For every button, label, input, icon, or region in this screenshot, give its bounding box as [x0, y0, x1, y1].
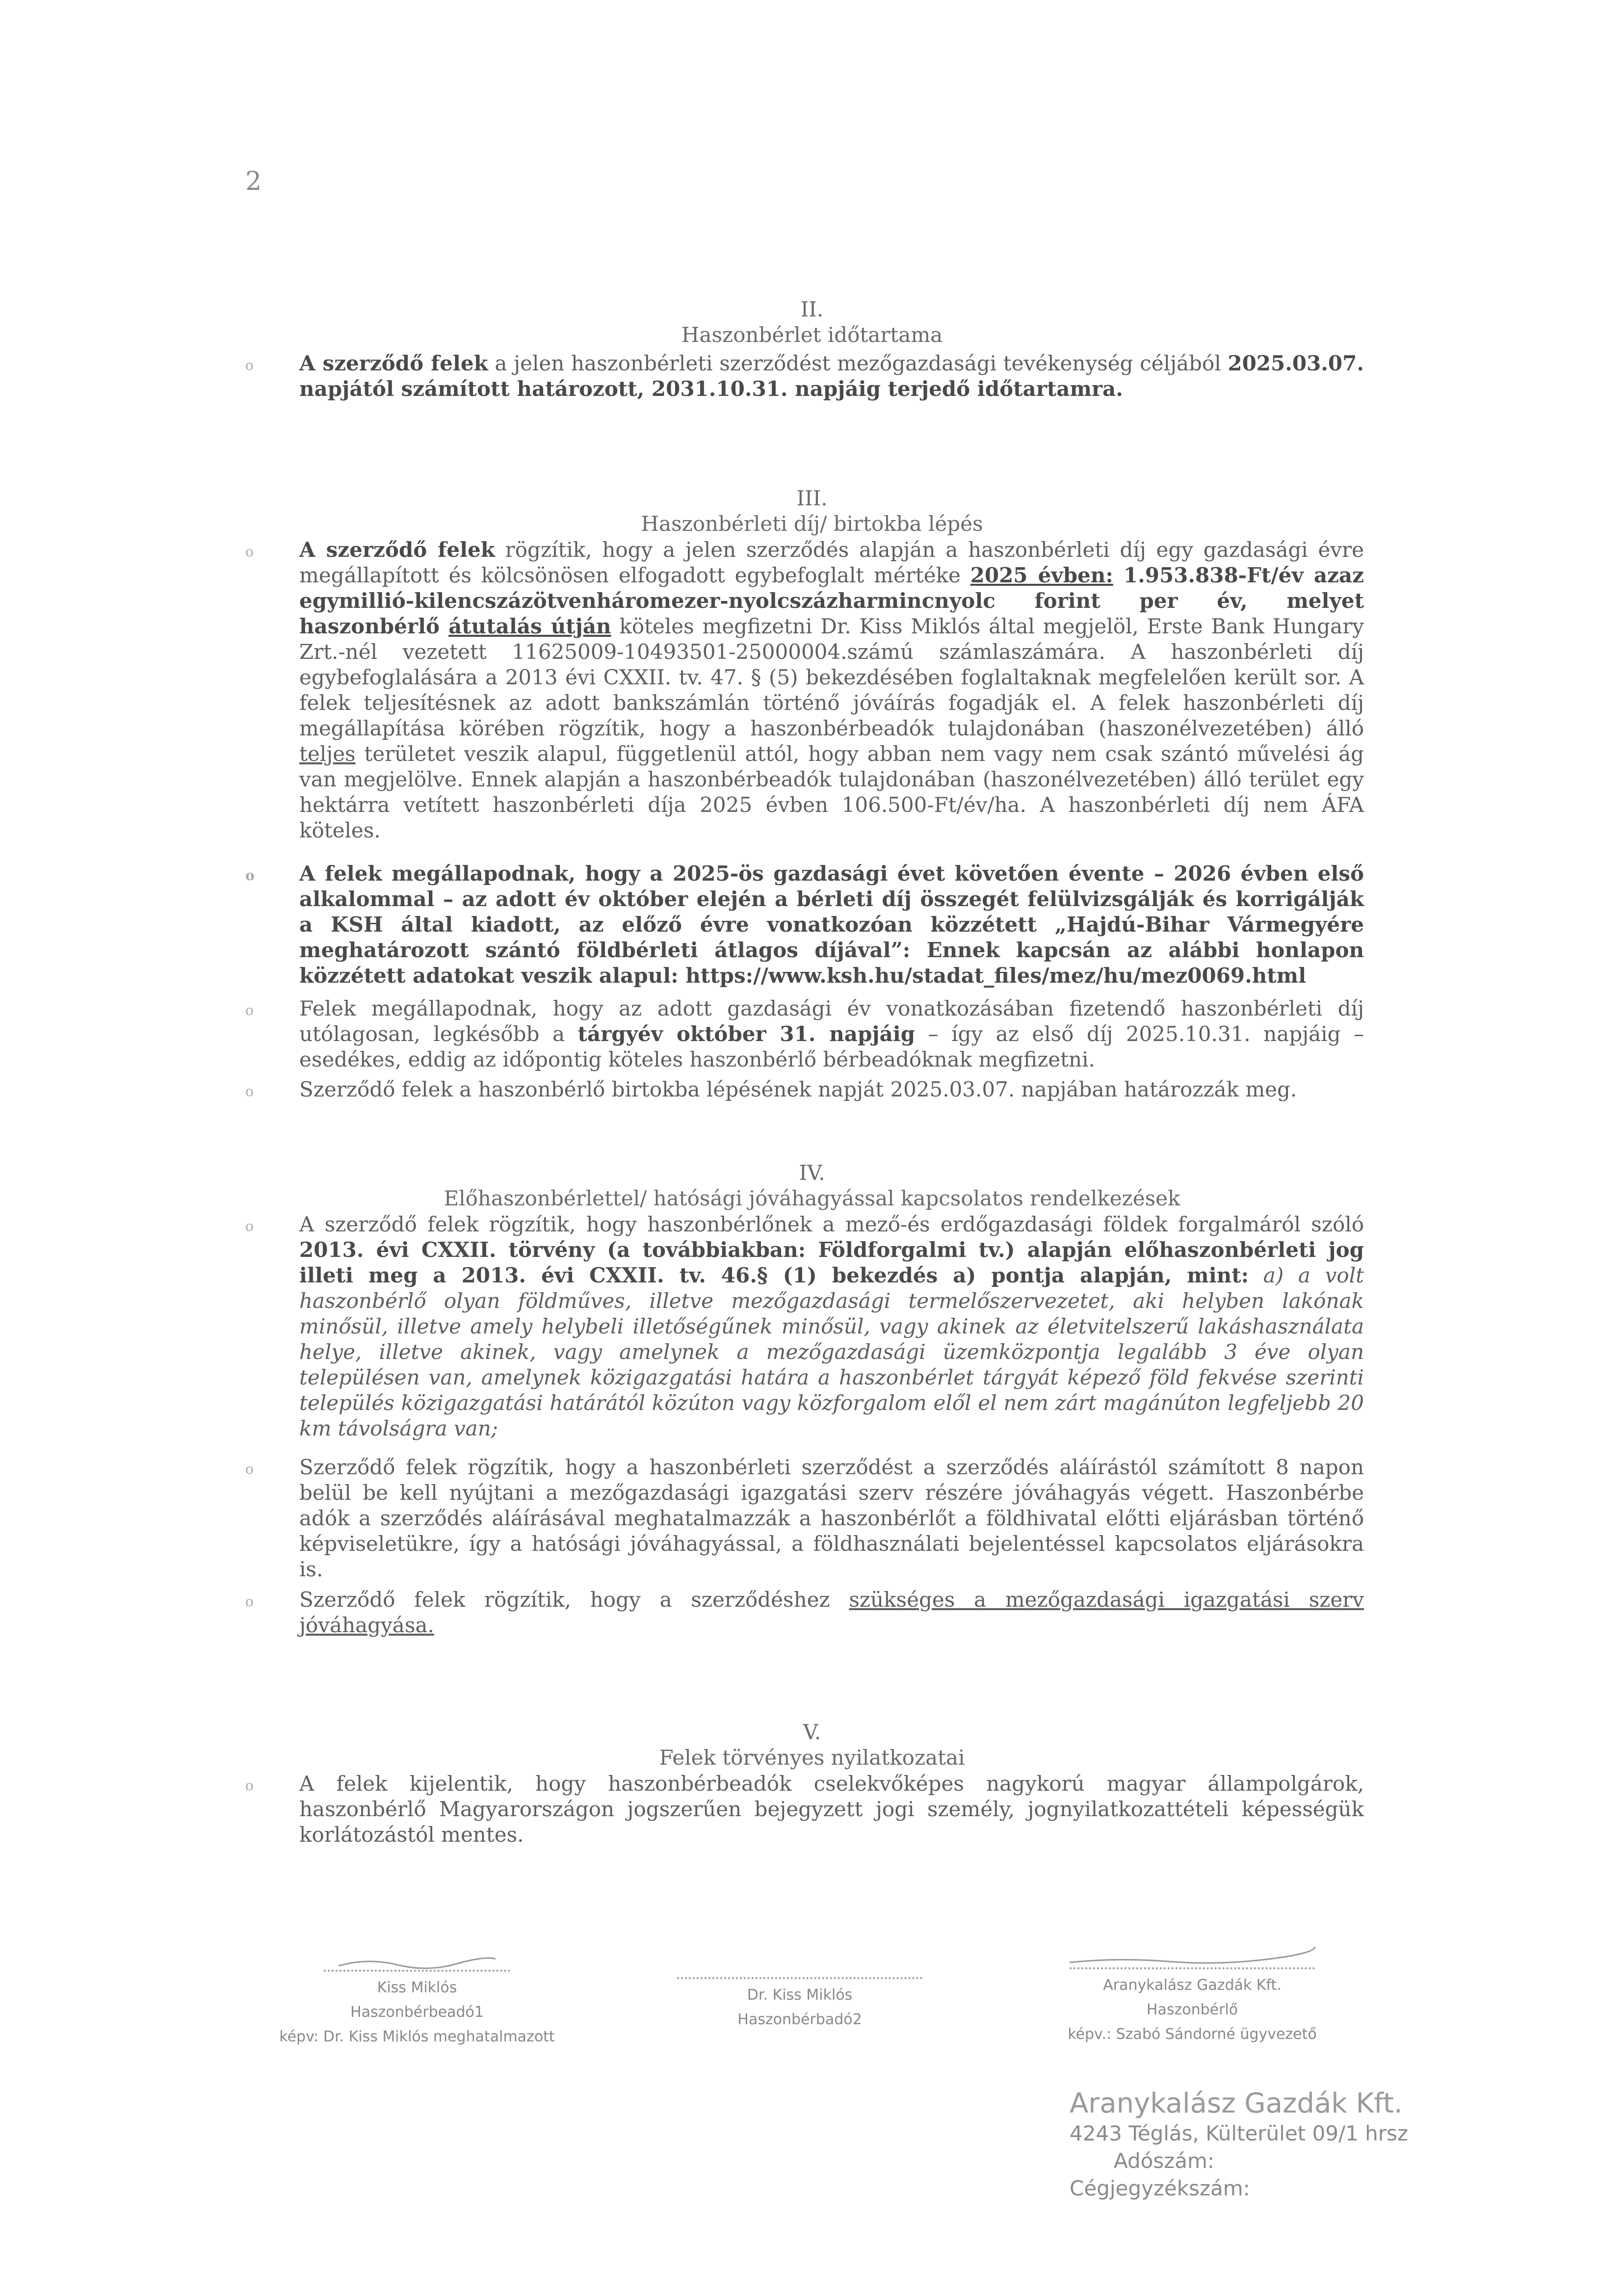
signature-line — [677, 1977, 922, 1979]
section-3-paragraph-4 — [245, 1077, 1364, 1102]
text-bold: 2013. évi CXXII. törvény (a továbbiakban: Földforgalmi tv.) alapján előhaszonbérleti jog illeti meg a 2013. évi CXXII. tv. 46.§ (1) bekezdés a) pontja alapján, mint: — [299, 1238, 1364, 1287]
text-run: rögzítik, hogy a jelen szerződés alapján a haszonbérleti díj egy gazdasági évre megállapított és kölcsönösen elfogadott egybefoglalt mértéke — [299, 538, 1364, 587]
text-bold-underline: 2025 évben: — [970, 563, 1113, 587]
section-2-number: II. — [800, 297, 824, 321]
section-3-title: Haszonbérleti díj/ birtokba lépés — [641, 512, 983, 536]
section-3-paragraph-3 — [245, 996, 1364, 1072]
section-4-number: IV. — [799, 1161, 825, 1185]
section-5-paragraph-1 — [245, 1771, 1364, 1848]
text-run: köteles megfizetni Dr. Kiss Miklós által megjelöl, Erste Bank Hungary Zrt.-nél vezetett 11625009-10493501-25000004.számú számlaszámára. A haszonbérleti díj egybefoglalására a 2013 évi CXXII. tv. 47. § (5) bekezdésében foglaltaknak megfelelően került sor. A felek teljesítésnek az adott bankszámlán történő jóváírás fogadják el. A felek haszonbérleti díj megállapítása körében rögzítik, hogy a haszonbérbeadók tulajdonában (haszonélvezetében) álló — [299, 614, 1364, 740]
signer-name: Dr. Kiss Miklós — [747, 1986, 853, 2004]
text-italic: a) a volt haszonbérlő olyan földműves, illetve mezőgazdasági termelőszervezetet, aki helyben lakónak minősül, illetve amely helybeli illetőségűnek minősül, vagy akinek az életvitelszerű lakáshasználata helye, illetve akinek, vagy amelynek a mezőgazdasági üzemközpontja legalább 3 éve olyan településen van, amelynek közigazgatási határa a haszonbérlet tárgyát képező föld fekvése szerinti település közigazgatási határától közúton vagy közforgalom elől el nem zárt magánúton legfeljebb 20 km távolságra van; — [299, 1263, 1364, 1440]
section-5-heading — [0, 1720, 1624, 1771]
stamp-tax-number: Adószám: — [1114, 2149, 1215, 2173]
text-run: A felek kijelentik, hogy haszonbérbeadók cselekvőképes nagykorú magyar állampolgárok, haszonbérlő Magyarországon jogszerűen bejegyzett jogi személy, jognyilatkozattételi képességük korlátozástól mentes. — [299, 1772, 1364, 1847]
text-run: Szerződő felek rögzítik, hogy a haszonbérleti szerződést a szerződés aláírástól számított 8 napon belül be kell nyújtani a mezőgazdasági igazgatási szerv részére jóváhagyás végett. Haszonbérbe adók a szerződés aláírásával meghatalmazzák a haszonbérlőt a földhivatal előtti eljárásban történő képviseletükre, így a hatósági jóváhagyással, a földhasználati bejelentéssel kapcsolatos eljárásokra is. — [299, 1455, 1364, 1581]
signature-scribble — [329, 1955, 505, 1970]
text-run: Szerződő felek rögzítik, hogy a szerződéshez — [299, 1588, 849, 1612]
page-number: 2 — [245, 167, 262, 196]
bullet-icon: o — [245, 1461, 254, 1477]
text-bold: A szerződő felek — [299, 538, 495, 562]
signer-role: Haszonbérbeadó1 — [350, 2004, 484, 2021]
bullet-icon: o — [245, 1777, 254, 1794]
text-run: – így az első díj 2025.10.31. napjáig – esedékes, eddig az időpontig köteles haszonbérlő bérbeadóknak megfizetni. — [299, 1022, 1364, 1071]
company-stamp — [1070, 2087, 1408, 2202]
text-bold-underline: átutalás útján — [448, 614, 611, 638]
section-4-paragraph-2 — [245, 1455, 1364, 1582]
text-run: A felek megállapodnak, hogy a 2025-ös gazdasági évet követően évente – 2026 évben első alkalommal – az adott év október elején a bérleti díj összegét felülvizsgálják és korrigálják a KSH által kiadott, az előző évre vonatkozóan közzétett „Hajdú-Bihar Vármegyére meghatározott szántó földbérleti átlagos díjával”: Ennek kapcsán az alábbi honlapon közzétett adatokat veszik alapul: https://www.ksh.hu/stadat_files/mez/hu/mez0069.html — [299, 861, 1364, 988]
section-3-paragraph-1 — [245, 537, 1364, 843]
section-4-paragraph-1 — [245, 1212, 1364, 1441]
section-4-paragraph-3 — [245, 1587, 1364, 1638]
signer-name: Kiss Miklós — [377, 1979, 457, 1996]
signer-role: Haszonbérbadó2 — [737, 2011, 862, 2028]
bullet-icon: o — [245, 1002, 254, 1018]
stamp-company: Aranykalász Gazdák Kft. — [1070, 2087, 1403, 2119]
signature-scribble — [1060, 1943, 1325, 1967]
section-5-title: Felek törvényes nyilatkozatai — [659, 1746, 965, 1770]
text-underline: szükséges a mezőgazdasági igazgatási szerv jóváhagyása. — [299, 1588, 1364, 1637]
section-4-heading — [0, 1160, 1624, 1211]
signature-line — [1070, 1967, 1315, 1969]
text-run: Szerződő felek a haszonbérlő birtokba lépésének napját 2025.03.07. napjában határozzák meg. — [299, 1077, 1297, 1101]
section-4-title: Előhaszonbérlettel/ hatósági jóváhagyással kapcsolatos rendelkezések — [444, 1186, 1180, 1210]
section-3-number: III. — [796, 486, 828, 510]
signer-role: Haszonbérlő — [1146, 2001, 1238, 2018]
stamp-registry: Cégjegyzékszám: — [1070, 2176, 1250, 2200]
signature-block-3 — [1021, 1943, 1364, 2047]
bullet-icon: o — [245, 1218, 254, 1234]
text-bold: tárgyév október 31. napjáig — [577, 1022, 916, 1046]
text-bold: 2025.03.07. napjától számított határozott, 2031.10.31. napjáig terjedő időtartamra. — [299, 351, 1364, 401]
text-bold: A szerződő felek — [299, 351, 488, 375]
text-run: Felek megállapodnak, hogy az adott gazdasági év vonatkozásában fizetendő haszonbérleti díj utólagosan, legkésőbb a — [299, 996, 1364, 1046]
section-2-title: Haszonbérlet időtartama — [681, 323, 943, 347]
bullet-icon: o — [245, 544, 254, 560]
text-run: A szerződő felek rögzítik, hogy haszonbérlőnek a mező-és erdőgazdasági földek forgalmáról szóló — [299, 1212, 1364, 1236]
text-run: a jelen haszonbérleti szerződést mezőgazdasági tevékenység céljából — [488, 351, 1228, 375]
bullet-icon: o — [245, 357, 254, 373]
bullet-icon: o — [245, 1083, 254, 1099]
section-3-heading — [0, 486, 1624, 537]
stamp-address: 4243 Téglás, Külterület 09/1 hrsz — [1070, 2121, 1408, 2145]
signature-block-1 — [245, 1955, 589, 2049]
signer-name: Aranykalász Gazdák Kft. — [1103, 1977, 1282, 1994]
bullet-icon: o — [245, 867, 255, 884]
signer-note: képv: Dr. Kiss Miklós meghatalmazott — [279, 2028, 555, 2045]
text-bold: 1.953.838-Ft/év azaz egymillió-kilencszázötvenháromezer-nyolcszázharmincnyolc forint per év, melyet haszonbérlő — [299, 563, 1364, 638]
signature-line — [324, 1970, 510, 1972]
signer-note: képv.: Szabó Sándorné ügyvezető — [1068, 2026, 1317, 2043]
section-2-heading — [0, 297, 1624, 348]
section-3-paragraph-2 — [245, 861, 1364, 989]
text-run: területet veszik alapul, függetlenül attól, hogy abban nem vagy nem csak szántó művelési ág van megjelölve. Ennek alapján a haszonbérbeadók tulajdonában (haszonélvezetében) álló terület egy hektárra vetített haszonbérleti díja 2025 évben 106.500-Ft/év/ha. A haszonbérleti díj nem ÁFA köteles. — [299, 742, 1364, 842]
bullet-icon: o — [245, 1593, 254, 1610]
section-5-number: V. — [803, 1720, 821, 1744]
text-underline: teljes — [299, 742, 356, 766]
section-2-paragraph — [245, 351, 1364, 402]
signature-block-2 — [657, 1965, 942, 2032]
